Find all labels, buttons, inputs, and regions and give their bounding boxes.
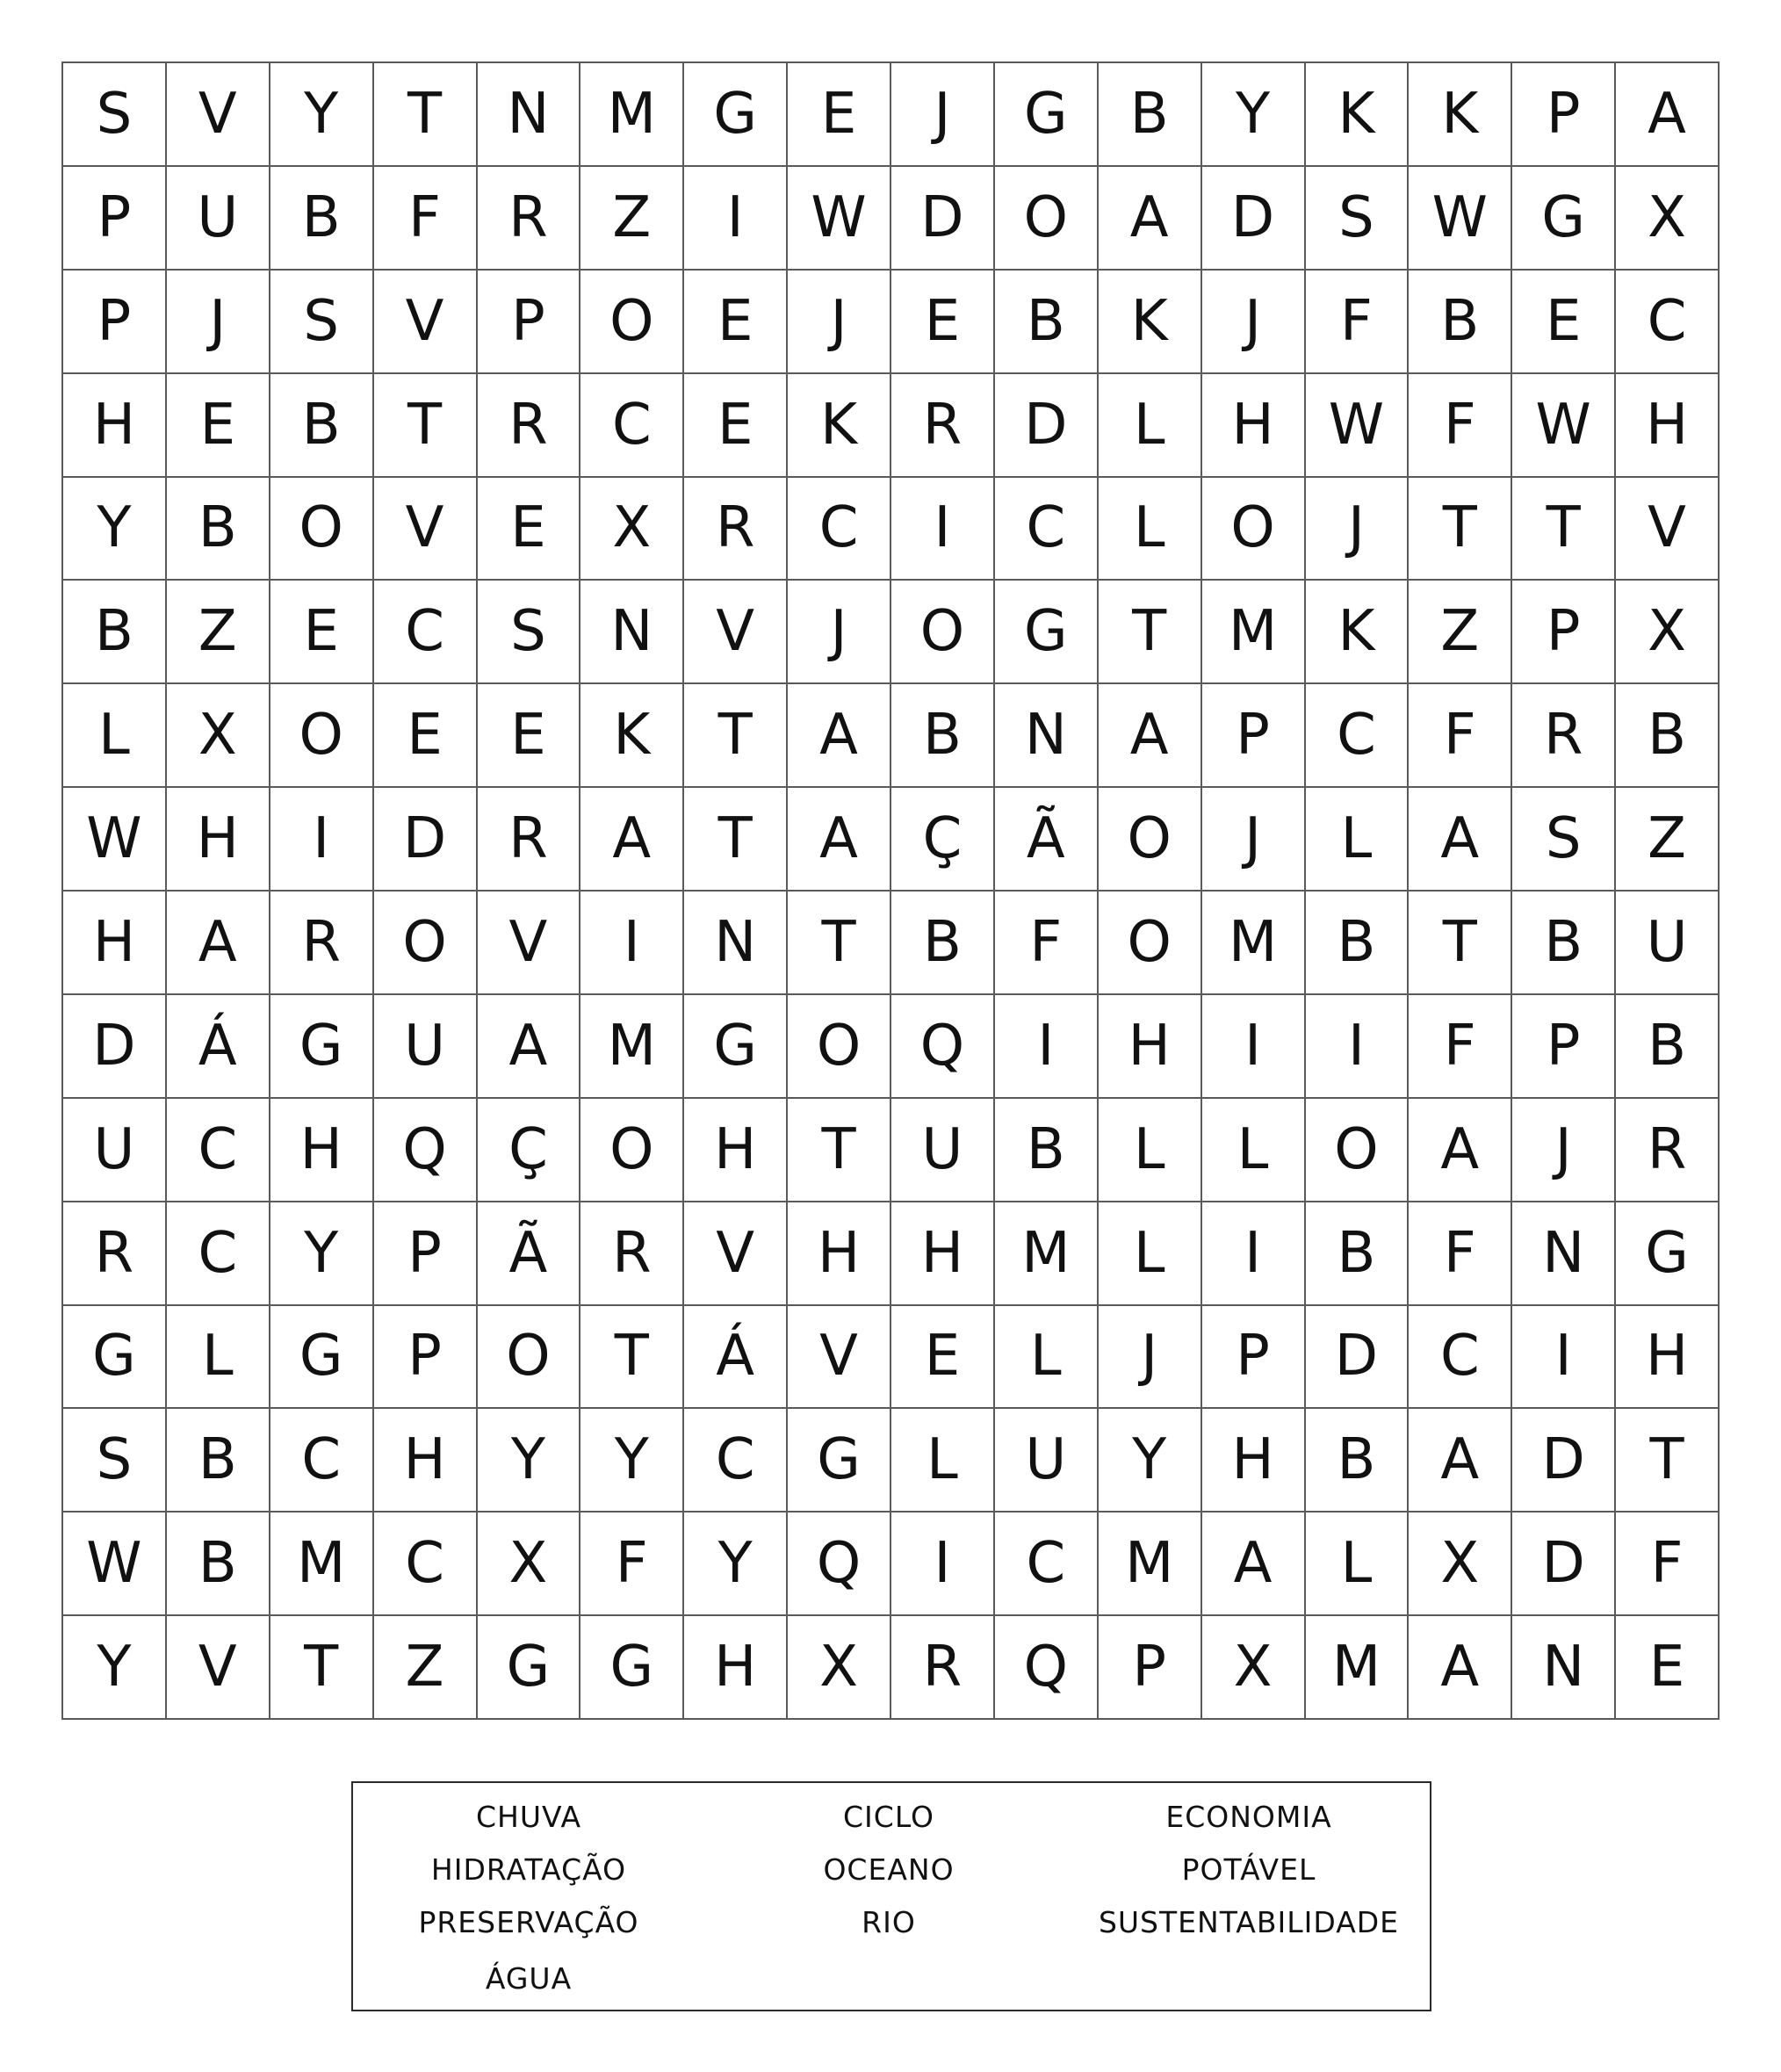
word-list-item: PRESERVAÇÃO [418, 1905, 639, 1939]
grid-cell-r8-c1[interactable]: W [63, 788, 167, 892]
grid-cell-r5-c10[interactable]: C [995, 478, 1099, 581]
grid-cell-r5-c3[interactable]: O [270, 478, 374, 581]
grid-cell-r8-c15[interactable]: S [1512, 788, 1616, 892]
grid-cell-r1-c14[interactable]: K [1409, 63, 1512, 167]
grid-cell-r4-c3[interactable]: B [270, 374, 374, 478]
grid-cell-r10-c12[interactable]: I [1202, 995, 1306, 1099]
word-list-box [351, 1781, 1431, 2011]
grid-cell-r7-c6[interactable]: K [580, 684, 684, 788]
grid-cell-r1-c9[interactable]: J [891, 63, 995, 167]
grid-cell-r9-c8[interactable]: T [788, 892, 891, 995]
grid-cell-r15-c5[interactable]: X [478, 1512, 581, 1616]
grid-cell-r14-c15[interactable]: D [1512, 1409, 1616, 1512]
grid-cell-r10-c11[interactable]: H [1099, 995, 1202, 1099]
grid-cell-r2-c10[interactable]: O [995, 167, 1099, 271]
grid-cell-r8-c12[interactable]: J [1202, 788, 1306, 892]
grid-cell-r3-c3[interactable]: S [270, 271, 374, 374]
grid-cell-r15-c4[interactable]: C [374, 1512, 478, 1616]
grid-cell-r16-c1[interactable]: Y [63, 1616, 167, 1720]
grid-cell-r3-c13[interactable]: F [1306, 271, 1410, 374]
grid-cell-r13-c14[interactable]: C [1409, 1306, 1512, 1410]
grid-cell-r9-c2[interactable]: A [167, 892, 270, 995]
grid-cell-r14-c9[interactable]: L [891, 1409, 995, 1512]
word-list-item: ÁGUA [485, 1961, 573, 1996]
grid-cell-r7-c15[interactable]: R [1512, 684, 1616, 788]
grid-cell-r4-c4[interactable]: T [374, 374, 478, 478]
word-search-grid [61, 61, 1720, 1720]
grid-cell-r15-c13[interactable]: L [1306, 1512, 1410, 1616]
grid-cell-r11-c2[interactable]: C [167, 1099, 270, 1202]
grid-cell-r5-c13[interactable]: J [1306, 478, 1410, 581]
grid-cell-r3-c7[interactable]: E [684, 271, 788, 374]
grid-cell-r8-c11[interactable]: O [1099, 788, 1202, 892]
grid-cell-r8-c10[interactable]: Ã [995, 788, 1099, 892]
grid-cell-r13-c1[interactable]: G [63, 1306, 167, 1410]
grid-cell-r1-c1[interactable]: S [63, 63, 167, 167]
grid-cell-r11-c5[interactable]: Ç [478, 1099, 581, 1202]
grid-cell-r3-c6[interactable]: O [580, 271, 684, 374]
grid-cell-r1-c4[interactable]: T [374, 63, 478, 167]
grid-cell-r2-c5[interactable]: R [478, 167, 581, 271]
grid-cell-r12-c16[interactable]: G [1616, 1202, 1720, 1306]
grid-cell-r11-c8[interactable]: T [788, 1099, 891, 1202]
grid-cell-r7-c3[interactable]: O [270, 684, 374, 788]
grid-cell-r1-c10[interactable]: G [995, 63, 1099, 167]
grid-cell-r4-c16[interactable]: H [1616, 374, 1720, 478]
grid-cell-r9-c5[interactable]: V [478, 892, 581, 995]
grid-cell-r5-c5[interactable]: E [478, 478, 581, 581]
grid-cell-r2-c1[interactable]: P [63, 167, 167, 271]
grid-cell-r14-c6[interactable]: Y [580, 1409, 684, 1512]
grid-cell-r7-c9[interactable]: B [891, 684, 995, 788]
grid-cell-r11-c14[interactable]: A [1409, 1099, 1512, 1202]
grid-cell-r16-c6[interactable]: G [580, 1616, 684, 1720]
grid-cell-r7-c7[interactable]: T [684, 684, 788, 788]
grid-cell-r9-c10[interactable]: F [995, 892, 1099, 995]
grid-cell-r1-c5[interactable]: N [478, 63, 581, 167]
grid-cell-r6-c6[interactable]: N [580, 581, 684, 684]
word-list-item: OCEANO [823, 1852, 955, 1887]
grid-cell-r2-c6[interactable]: Z [580, 167, 684, 271]
grid-cell-r9-c3[interactable]: R [270, 892, 374, 995]
grid-cell-r6-c10[interactable]: G [995, 581, 1099, 684]
grid-cell-r16-c14[interactable]: A [1409, 1616, 1512, 1720]
grid-cell-r11-c3[interactable]: H [270, 1099, 374, 1202]
grid-cell-r16-c3[interactable]: T [270, 1616, 374, 1720]
grid-cell-r6-c14[interactable]: Z [1409, 581, 1512, 684]
grid-cell-r6-c7[interactable]: V [684, 581, 788, 684]
grid-cell-r8-c14[interactable]: A [1409, 788, 1512, 892]
word-list-item: RIO [862, 1905, 916, 1939]
word-list-item: CICLO [843, 1800, 934, 1834]
grid-cell-r8-c16[interactable]: Z [1616, 788, 1720, 892]
grid-cell-r5-c6[interactable]: X [580, 478, 684, 581]
grid-cell-r16-c2[interactable]: V [167, 1616, 270, 1720]
grid-cell-r11-c15[interactable]: J [1512, 1099, 1616, 1202]
grid-cell-r1-c3[interactable]: Y [270, 63, 374, 167]
grid-cell-r13-c8[interactable]: V [788, 1306, 891, 1410]
grid-cell-r14-c3[interactable]: C [270, 1409, 374, 1512]
grid-cell-r7-c2[interactable]: X [167, 684, 270, 788]
grid-cell-r13-c12[interactable]: P [1202, 1306, 1306, 1410]
grid-cell-r11-c11[interactable]: L [1099, 1099, 1202, 1202]
grid-cell-r8-c8[interactable]: A [788, 788, 891, 892]
grid-cell-r6-c8[interactable]: J [788, 581, 891, 684]
grid-cell-r4-c13[interactable]: W [1306, 374, 1410, 478]
grid-cell-r12-c7[interactable]: V [684, 1202, 788, 1306]
grid-cell-r3-c15[interactable]: E [1512, 271, 1616, 374]
grid-cell-r14-c10[interactable]: U [995, 1409, 1099, 1512]
grid-cell-r7-c16[interactable]: B [1616, 684, 1720, 788]
grid-cell-r1-c8[interactable]: E [788, 63, 891, 167]
grid-cell-r12-c10[interactable]: M [995, 1202, 1099, 1306]
grid-cell-r14-c14[interactable]: A [1409, 1409, 1512, 1512]
grid-cell-r14-c13[interactable]: B [1306, 1409, 1410, 1512]
grid-cell-r16-c15[interactable]: N [1512, 1616, 1616, 1720]
grid-cell-r7-c14[interactable]: F [1409, 684, 1512, 788]
grid-cell-r13-c3[interactable]: G [270, 1306, 374, 1410]
grid-cell-r15-c8[interactable]: Q [788, 1512, 891, 1616]
grid-cell-r2-c8[interactable]: W [788, 167, 891, 271]
grid-cell-r5-c12[interactable]: O [1202, 478, 1306, 581]
grid-cell-r15-c6[interactable]: F [580, 1512, 684, 1616]
grid-cell-r7-c12[interactable]: P [1202, 684, 1306, 788]
grid-cell-r11-c7[interactable]: H [684, 1099, 788, 1202]
grid-cell-r10-c6[interactable]: M [580, 995, 684, 1099]
grid-cell-r9-c11[interactable]: O [1099, 892, 1202, 995]
grid-cell-r9-c9[interactable]: B [891, 892, 995, 995]
grid-cell-r6-c15[interactable]: P [1512, 581, 1616, 684]
grid-cell-r15-c10[interactable]: C [995, 1512, 1099, 1616]
grid-cell-r14-c7[interactable]: C [684, 1409, 788, 1512]
grid-cell-r16-c5[interactable]: G [478, 1616, 581, 1720]
grid-cell-r9-c6[interactable]: I [580, 892, 684, 995]
grid-cell-r12-c12[interactable]: I [1202, 1202, 1306, 1306]
grid-cell-r4-c2[interactable]: E [167, 374, 270, 478]
grid-cell-r2-c11[interactable]: A [1099, 167, 1202, 271]
grid-cell-r9-c15[interactable]: B [1512, 892, 1616, 995]
grid-cell-r4-c7[interactable]: E [684, 374, 788, 478]
word-list-item: CHUVA [475, 1800, 582, 1834]
grid-cell-r12-c8[interactable]: H [788, 1202, 891, 1306]
grid-cell-r5-c7[interactable]: R [684, 478, 788, 581]
grid-cell-r12-c2[interactable]: C [167, 1202, 270, 1306]
grid-cell-r7-c11[interactable]: A [1099, 684, 1202, 788]
grid-cell-r2-c4[interactable]: F [374, 167, 478, 271]
grid-cell-r11-c12[interactable]: L [1202, 1099, 1306, 1202]
grid-cell-r16-c8[interactable]: X [788, 1616, 891, 1720]
grid-cell-r14-c2[interactable]: B [167, 1409, 270, 1512]
grid-cell-r12-c14[interactable]: F [1409, 1202, 1512, 1306]
grid-cell-r2-c12[interactable]: D [1202, 167, 1306, 271]
grid-cell-r6-c9[interactable]: O [891, 581, 995, 684]
grid-cell-r14-c5[interactable]: Y [478, 1409, 581, 1512]
word-list-item: HIDRATAÇÃO [430, 1852, 627, 1887]
grid-cell-r15-c1[interactable]: W [63, 1512, 167, 1616]
grid-cell-r8-c13[interactable]: L [1306, 788, 1410, 892]
grid-cell-r7-c5[interactable]: E [478, 684, 581, 788]
grid-cell-r6-c2[interactable]: Z [167, 581, 270, 684]
grid-cell-r15-c7[interactable]: Y [684, 1512, 788, 1616]
grid-cell-r13-c2[interactable]: L [167, 1306, 270, 1410]
grid-cell-r16-c9[interactable]: R [891, 1616, 995, 1720]
grid-cell-r10-c1[interactable]: D [63, 995, 167, 1099]
grid-cell-r11-c9[interactable]: U [891, 1099, 995, 1202]
grid-cell-r5-c8[interactable]: C [788, 478, 891, 581]
grid-cell-r15-c16[interactable]: F [1616, 1512, 1720, 1616]
grid-cell-r10-c2[interactable]: Á [167, 995, 270, 1099]
grid-cell-r14-c12[interactable]: H [1202, 1409, 1306, 1512]
grid-cell-r3-c4[interactable]: V [374, 271, 478, 374]
grid-cell-r13-c4[interactable]: P [374, 1306, 478, 1410]
grid-cell-r10-c16[interactable]: B [1616, 995, 1720, 1099]
grid-cell-r10-c9[interactable]: Q [891, 995, 995, 1099]
grid-cell-r11-c4[interactable]: Q [374, 1099, 478, 1202]
grid-cell-r2-c3[interactable]: B [270, 167, 374, 271]
grid-cell-r12-c13[interactable]: B [1306, 1202, 1410, 1306]
grid-cell-r11-c16[interactable]: R [1616, 1099, 1720, 1202]
grid-cell-r13-c13[interactable]: D [1306, 1306, 1410, 1410]
grid-cell-r4-c9[interactable]: R [891, 374, 995, 478]
grid-cell-r8-c4[interactable]: D [374, 788, 478, 892]
grid-cell-r14-c1[interactable]: S [63, 1409, 167, 1512]
grid-cell-r1-c11[interactable]: B [1099, 63, 1202, 167]
grid-cell-r15-c2[interactable]: B [167, 1512, 270, 1616]
word-list-item: SUSTENTABILIDADE [1098, 1905, 1400, 1939]
grid-cell-r4-c8[interactable]: K [788, 374, 891, 478]
grid-cell-r16-c13[interactable]: M [1306, 1616, 1410, 1720]
grid-cell-r1-c7[interactable]: G [684, 63, 788, 167]
grid-cell-r12-c1[interactable]: R [63, 1202, 167, 1306]
grid-cell-r5-c15[interactable]: T [1512, 478, 1616, 581]
grid-cell-r2-c7[interactable]: I [684, 167, 788, 271]
grid-cell-r7-c4[interactable]: E [374, 684, 478, 788]
grid-cell-r13-c10[interactable]: L [995, 1306, 1099, 1410]
grid-cell-r8-c9[interactable]: Ç [891, 788, 995, 892]
grid-cell-r9-c4[interactable]: O [374, 892, 478, 995]
grid-cell-r16-c11[interactable]: P [1099, 1616, 1202, 1720]
grid-cell-r13-c6[interactable]: T [580, 1306, 684, 1410]
grid-cell-r3-c1[interactable]: P [63, 271, 167, 374]
grid-cell-r10-c4[interactable]: U [374, 995, 478, 1099]
grid-cell-r15-c12[interactable]: A [1202, 1512, 1306, 1616]
grid-cell-r13-c9[interactable]: E [891, 1306, 995, 1410]
grid-cell-r6-c3[interactable]: E [270, 581, 374, 684]
grid-cell-r11-c10[interactable]: B [995, 1099, 1099, 1202]
grid-cell-r11-c6[interactable]: O [580, 1099, 684, 1202]
grid-cell-r5-c1[interactable]: Y [63, 478, 167, 581]
grid-cell-r4-c15[interactable]: W [1512, 374, 1616, 478]
grid-cell-r16-c12[interactable]: X [1202, 1616, 1306, 1720]
grid-cell-r2-c15[interactable]: G [1512, 167, 1616, 271]
grid-cell-r5-c4[interactable]: V [374, 478, 478, 581]
grid-cell-r14-c16[interactable]: T [1616, 1409, 1720, 1512]
grid-cell-r10-c10[interactable]: I [995, 995, 1099, 1099]
grid-cell-r6-c5[interactable]: S [478, 581, 581, 684]
grid-cell-r8-c2[interactable]: H [167, 788, 270, 892]
grid-cell-r7-c13[interactable]: C [1306, 684, 1410, 788]
grid-cell-r11-c1[interactable]: U [63, 1099, 167, 1202]
grid-cell-r3-c16[interactable]: C [1616, 271, 1720, 374]
grid-cell-r9-c12[interactable]: M [1202, 892, 1306, 995]
grid-cell-r5-c9[interactable]: I [891, 478, 995, 581]
grid-cell-r6-c4[interactable]: C [374, 581, 478, 684]
grid-cell-r3-c9[interactable]: E [891, 271, 995, 374]
grid-cell-r12-c3[interactable]: Y [270, 1202, 374, 1306]
grid-cell-r16-c7[interactable]: H [684, 1616, 788, 1720]
grid-cell-r15-c3[interactable]: M [270, 1512, 374, 1616]
grid-cell-r10-c3[interactable]: G [270, 995, 374, 1099]
grid-cell-r12-c15[interactable]: N [1512, 1202, 1616, 1306]
grid-cell-r14-c11[interactable]: Y [1099, 1409, 1202, 1512]
grid-cell-r5-c2[interactable]: B [167, 478, 270, 581]
grid-cell-r10-c8[interactable]: O [788, 995, 891, 1099]
grid-cell-r3-c8[interactable]: J [788, 271, 891, 374]
grid-cell-r1-c6[interactable]: M [580, 63, 684, 167]
grid-cell-r16-c10[interactable]: Q [995, 1616, 1099, 1720]
grid-cell-r10-c7[interactable]: G [684, 995, 788, 1099]
grid-cell-r2-c14[interactable]: W [1409, 167, 1512, 271]
grid-cell-r3-c12[interactable]: J [1202, 271, 1306, 374]
grid-cell-r2-c2[interactable]: U [167, 167, 270, 271]
grid-cell-r7-c1[interactable]: L [63, 684, 167, 788]
grid-cell-r1-c2[interactable]: V [167, 63, 270, 167]
grid-cell-r12-c6[interactable]: R [580, 1202, 684, 1306]
grid-cell-r2-c13[interactable]: S [1306, 167, 1410, 271]
word-list-item: POTÁVEL [1181, 1852, 1316, 1887]
grid-cell-r13-c16[interactable]: H [1616, 1306, 1720, 1410]
grid-cell-r1-c12[interactable]: Y [1202, 63, 1306, 167]
grid-cell-r10-c15[interactable]: P [1512, 995, 1616, 1099]
grid-cell-r4-c5[interactable]: R [478, 374, 581, 478]
grid-cell-r16-c4[interactable]: Z [374, 1616, 478, 1720]
grid-cell-r9-c16[interactable]: U [1616, 892, 1720, 995]
grid-cell-r16-c16[interactable]: E [1616, 1616, 1720, 1720]
grid-cell-r5-c16[interactable]: V [1616, 478, 1720, 581]
grid-cell-r4-c10[interactable]: D [995, 374, 1099, 478]
grid-cell-r8-c3[interactable]: I [270, 788, 374, 892]
grid-cell-r15-c11[interactable]: M [1099, 1512, 1202, 1616]
grid-cell-r2-c16[interactable]: X [1616, 167, 1720, 271]
grid-cell-r9-c14[interactable]: T [1409, 892, 1512, 995]
grid-cell-r9-c1[interactable]: H [63, 892, 167, 995]
grid-cell-r13-c15[interactable]: I [1512, 1306, 1616, 1410]
grid-cell-r2-c9[interactable]: D [891, 167, 995, 271]
grid-cell-r1-c13[interactable]: K [1306, 63, 1410, 167]
grid-cell-r6-c11[interactable]: T [1099, 581, 1202, 684]
grid-cell-r7-c10[interactable]: N [995, 684, 1099, 788]
grid-cell-r8-c5[interactable]: R [478, 788, 581, 892]
grid-cell-r3-c2[interactable]: J [167, 271, 270, 374]
grid-cell-r8-c7[interactable]: T [684, 788, 788, 892]
grid-cell-r12-c11[interactable]: L [1099, 1202, 1202, 1306]
grid-cell-r7-c8[interactable]: A [788, 684, 891, 788]
grid-cell-r4-c11[interactable]: L [1099, 374, 1202, 478]
grid-cell-r9-c7[interactable]: N [684, 892, 788, 995]
grid-cell-r4-c1[interactable]: H [63, 374, 167, 478]
grid-cell-r3-c5[interactable]: P [478, 271, 581, 374]
grid-cell-r6-c12[interactable]: M [1202, 581, 1306, 684]
word-list-item: ECONOMIA [1165, 1800, 1332, 1834]
grid-cell-r13-c5[interactable]: O [478, 1306, 581, 1410]
grid-cell-r15-c14[interactable]: X [1409, 1512, 1512, 1616]
grid-cell-r10-c14[interactable]: F [1409, 995, 1512, 1099]
grid-cell-r12-c4[interactable]: P [374, 1202, 478, 1306]
grid-cell-r5-c11[interactable]: L [1099, 478, 1202, 581]
grid-cell-r14-c8[interactable]: G [788, 1409, 891, 1512]
grid-cell-r4-c14[interactable]: F [1409, 374, 1512, 478]
grid-cell-r3-c11[interactable]: K [1099, 271, 1202, 374]
grid-cell-r6-c13[interactable]: K [1306, 581, 1410, 684]
grid-cell-r14-c4[interactable]: H [374, 1409, 478, 1512]
grid-cell-r15-c9[interactable]: I [891, 1512, 995, 1616]
grid-cell-r8-c6[interactable]: A [580, 788, 684, 892]
grid-cell-r4-c12[interactable]: H [1202, 374, 1306, 478]
grid-cell-r12-c9[interactable]: H [891, 1202, 995, 1306]
grid-cell-r3-c10[interactable]: B [995, 271, 1099, 374]
grid-cell-r3-c14[interactable]: B [1409, 271, 1512, 374]
grid-cell-r6-c1[interactable]: B [63, 581, 167, 684]
grid-cell-r4-c6[interactable]: C [580, 374, 684, 478]
grid-cell-r10-c13[interactable]: I [1306, 995, 1410, 1099]
grid-cell-r5-c14[interactable]: T [1409, 478, 1512, 581]
grid-cell-r13-c7[interactable]: Á [684, 1306, 788, 1410]
grid-cell-r1-c16[interactable]: A [1616, 63, 1720, 167]
grid-cell-r11-c13[interactable]: O [1306, 1099, 1410, 1202]
grid-cell-r15-c15[interactable]: D [1512, 1512, 1616, 1616]
grid-cell-r12-c5[interactable]: Ã [478, 1202, 581, 1306]
grid-cell-r1-c15[interactable]: P [1512, 63, 1616, 167]
grid-cell-r10-c5[interactable]: A [478, 995, 581, 1099]
grid-cell-r13-c11[interactable]: J [1099, 1306, 1202, 1410]
grid-cell-r9-c13[interactable]: B [1306, 892, 1410, 995]
grid-cell-r6-c16[interactable]: X [1616, 581, 1720, 684]
